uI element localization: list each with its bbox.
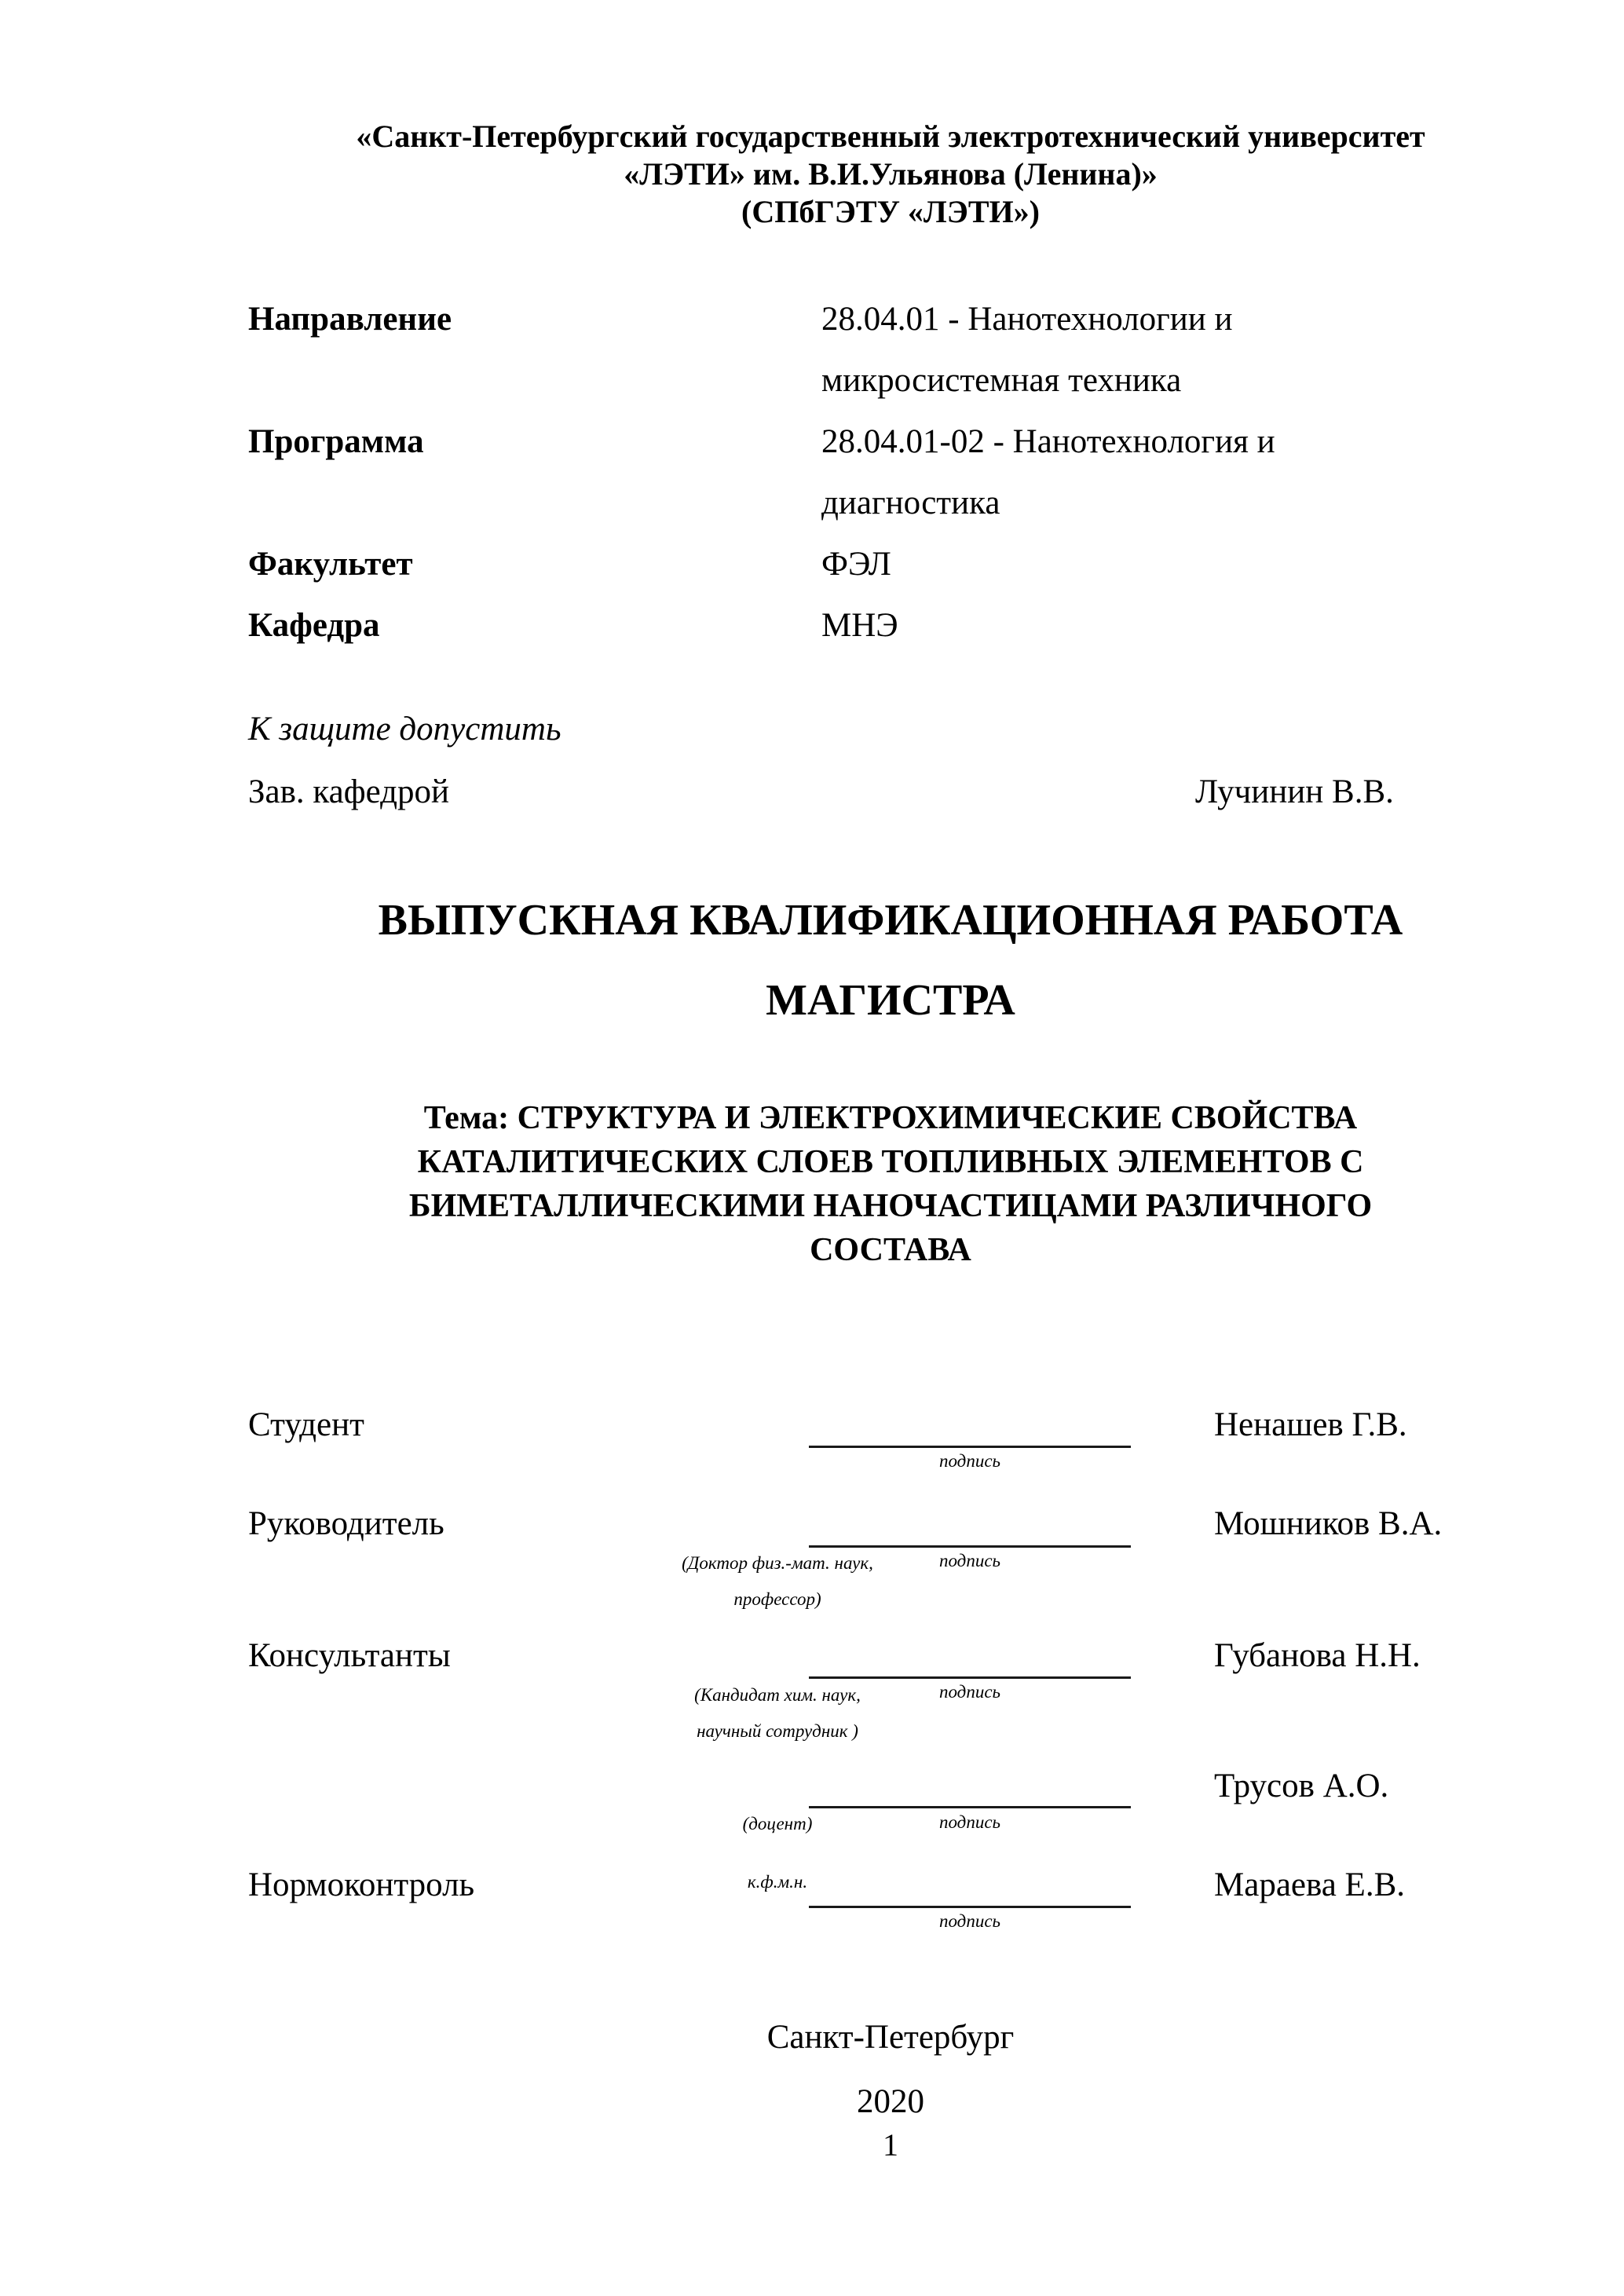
year: 2020 bbox=[857, 2083, 924, 2120]
name-supervisor: Мошников В.А. bbox=[1214, 1505, 1443, 1542]
rank-consultant-1-line-2: научный сотрудник ) bbox=[697, 1721, 858, 1741]
rank-supervisor-line-2: профессор) bbox=[733, 1589, 821, 1609]
rank-supervisor-line-1: (Доктор физ.-мат. наук, bbox=[682, 1553, 873, 1573]
signature-line-student bbox=[809, 1446, 1131, 1448]
city: Санкт-Петербург bbox=[766, 2019, 1015, 2056]
name-normcontrol: Мараева Е.В. bbox=[1214, 1866, 1406, 1903]
program-value-line-1: 28.04.01-02 - Нанотехнология и bbox=[821, 423, 1275, 460]
signature-line-consultant-2 bbox=[809, 1806, 1131, 1808]
signature-caption: подпись bbox=[938, 1682, 1000, 1702]
topic-line-1: Тема: СТРУКТУРА И ЭЛЕКТРОХИМИЧЕСКИЕ СВОЙСТВА bbox=[423, 1100, 1358, 1136]
name-consultant-2: Трусов А.О. bbox=[1214, 1768, 1389, 1804]
head-of-department-label: Зав. кафедрой bbox=[248, 773, 450, 810]
topic-line-4: СОСТАВА bbox=[810, 1232, 971, 1268]
program-label: Программа bbox=[248, 423, 424, 460]
role-supervisor: Руководитель bbox=[248, 1505, 444, 1542]
signature-caption: подпись bbox=[938, 1812, 1000, 1832]
head-of-department-name: Лучинин В.В. bbox=[1195, 773, 1394, 810]
signature-line-normcontrol bbox=[809, 1906, 1131, 1908]
topic-line-2: КАТАЛИТИЧЕСКИХ СЛОЕВ ТОПЛИВНЫХ ЭЛЕМЕНТОВ С bbox=[417, 1144, 1364, 1180]
department-value: МНЭ bbox=[821, 607, 898, 644]
topic-line-3: БИМЕТАЛЛИЧЕСКИМИ НАНОЧАСТИЦАМИ РАЗЛИЧНОГО bbox=[408, 1188, 1373, 1224]
university-name-line-2: «ЛЭТИ» им. В.И.Ульянова (Ленина)» bbox=[624, 156, 1158, 192]
signature-caption: подпись bbox=[938, 1551, 1000, 1570]
rank-normcontrol: к.ф.м.н. bbox=[747, 1872, 808, 1892]
signature-caption: подпись bbox=[938, 1911, 1000, 1931]
department-label: Кафедра bbox=[248, 607, 380, 644]
direction-label: Направление bbox=[248, 301, 452, 338]
signature-line-supervisor bbox=[809, 1545, 1131, 1548]
signature-caption: подпись bbox=[938, 1451, 1000, 1471]
rank-consultant-1-line-1: (Кандидат хим. наук, bbox=[694, 1685, 861, 1705]
name-consultant-1: Губанова Н.Н. bbox=[1214, 1637, 1421, 1674]
university-name-line-1: «Санкт-Петербургский государственный электротехнический университет bbox=[356, 119, 1425, 154]
admit-to-defense: К защите допустить bbox=[248, 711, 561, 748]
faculty-value: ФЭЛ bbox=[821, 546, 891, 583]
faculty-label: Факультет bbox=[248, 546, 413, 583]
university-abbreviation: (СПбГЭТУ «ЛЭТИ») bbox=[741, 194, 1040, 229]
work-title-line-1: ВЫПУСКНАЯ КВАЛИФИКАЦИОННАЯ РАБОТА bbox=[378, 896, 1403, 945]
direction-value-line-1: 28.04.01 - Нанотехнологии и bbox=[821, 301, 1233, 338]
rank-consultant-2: (доцент) bbox=[742, 1814, 813, 1834]
role-consultants: Консультанты bbox=[248, 1637, 451, 1674]
work-title-line-2: МАГИСТРА bbox=[766, 976, 1015, 1025]
role-normcontrol: Нормоконтроль bbox=[248, 1866, 475, 1903]
direction-value-line-2: микросистемная техника bbox=[821, 362, 1182, 399]
signature-line-consultant-1 bbox=[809, 1676, 1131, 1679]
program-value-line-2: диагностика bbox=[821, 484, 1000, 521]
page-number: 1 bbox=[883, 2127, 898, 2163]
role-student: Студент bbox=[248, 1406, 364, 1443]
name-student: Ненашев Г.В. bbox=[1214, 1406, 1407, 1443]
